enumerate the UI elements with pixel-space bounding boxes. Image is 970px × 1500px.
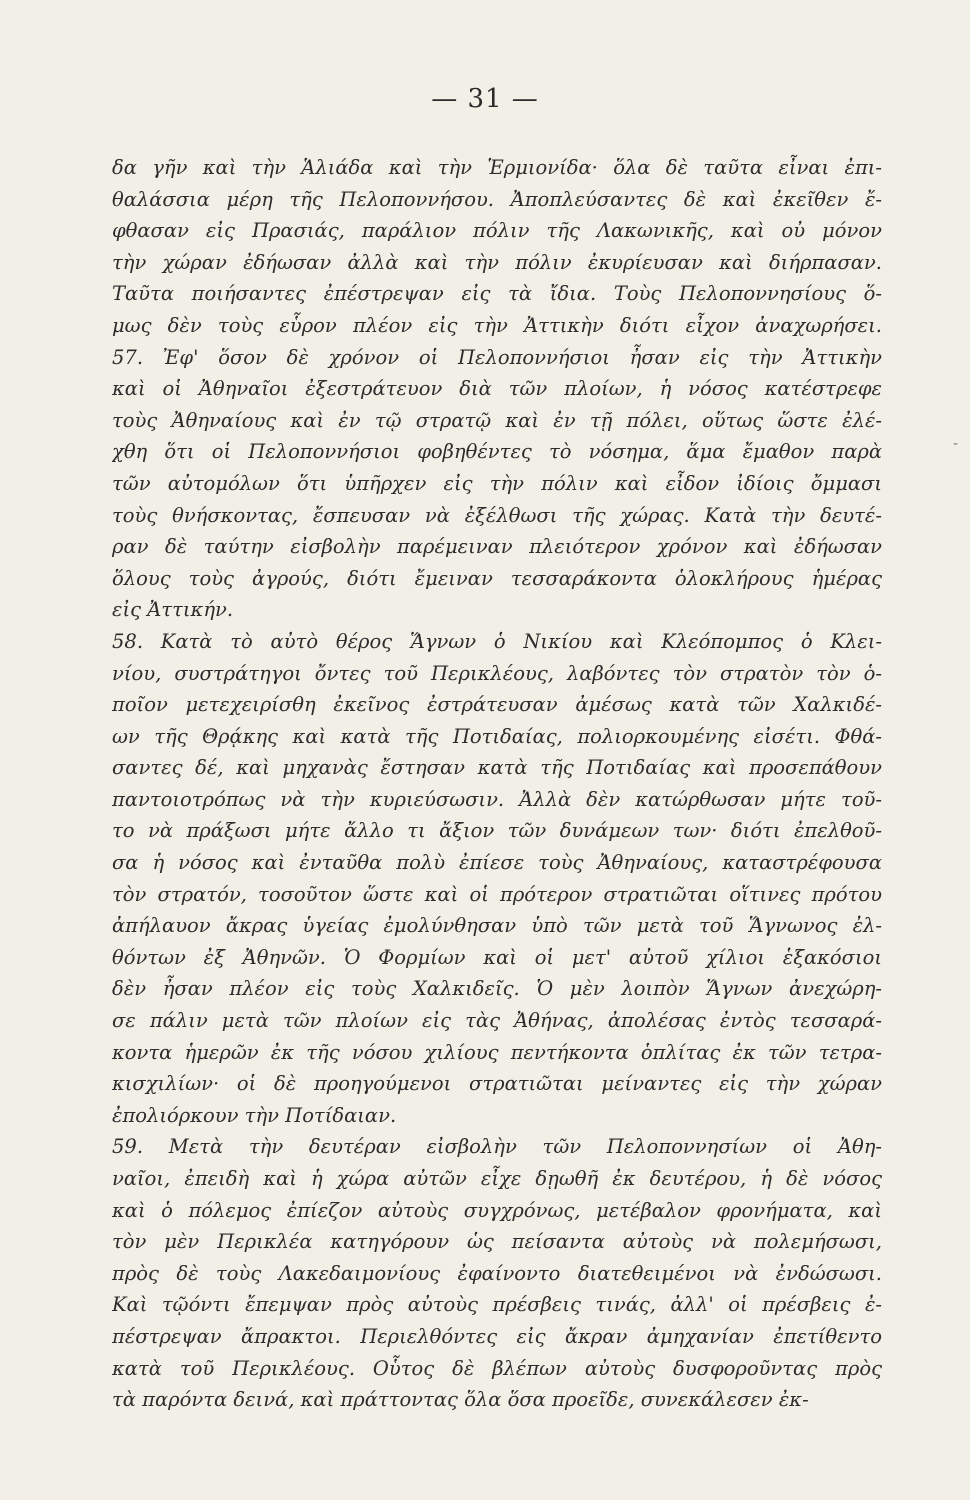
text-line: καὶ ὁ πόλεμος ἐπίεζον αὐτοὺς συγχρόνως, μετέβαλον φρονήματα, καὶ bbox=[112, 1198, 882, 1222]
text-line: κοντα ἡμερῶν ἐκ τῆς νόσου χιλίους πεντήκοντα ὁπλίτας ἐκ τῶν τετρα- bbox=[112, 1040, 882, 1064]
text-line: τῶν αὐτομόλων ὅτι ὑπῆρχεν εἰς τὴν πόλιν καὶ εἶδον ἰδίοις ὄμμασι bbox=[112, 471, 882, 495]
text-line: δὲν ἦσαν πλέον εἰς τοὺς Χαλκιδεῖς. Ὁ μὲν λοιπὸν Ἅγνων ἀνεχώρη- bbox=[112, 977, 882, 1001]
text-line: κισχιλίων· οἱ δὲ προηγούμενοι στρατιῶται μείναντες εἰς τὴν χώραν bbox=[112, 1072, 882, 1096]
text-line: σε πάλιν μετὰ τῶν πλοίων εἰς τὰς Ἀθήνας, ἀπολέσας ἐντὸς τεσσαρά- bbox=[112, 1009, 882, 1033]
text-line: εἰς Ἀττικήν. bbox=[112, 598, 234, 622]
text-line: νίου, συστράτηγοι ὄντες τοῦ Περικλέους, λαβόντες τὸν στρατὸν τὸν ὁ- bbox=[112, 661, 882, 685]
text-line: Ταῦτα ποιήσαντες ἐπέστρεψαν εἰς τὰ ἴδια. Τοὺς Πελοποννησίους ὅ- bbox=[112, 282, 882, 306]
text-line: δα γῆν καὶ τὴν Ἁλιάδα καὶ τὴν Ἑρμιονίδα· ὅλα δὲ ταῦτα εἶναι ἐπι- bbox=[112, 156, 882, 179]
text-line: καὶ οἱ Ἀθηναῖοι ἐξεστράτευον διὰ τῶν πλοίων, ἡ νόσος κατέστρεφε bbox=[112, 377, 882, 401]
text-line: ναῖοι, ἐπειδὴ καὶ ἡ χώρα αὐτῶν εἶχε δῃωθῆ ἐκ δευτέρου, ἡ δὲ νόσος bbox=[112, 1167, 882, 1190]
text-line: χθη ὅτι οἱ Πελοποννήσιοι φοβηθέντες τὸ νόσημα, ἅμα ἔμαθον παρὰ bbox=[112, 440, 882, 464]
text-line: 57. Ἐφ' ὅσον δὲ χρόνον οἱ Πελοποννήσιοι ἦσαν εἰς τὴν Ἀττικὴν bbox=[112, 345, 882, 369]
text-line: ων τῆς Θρᾴκης καὶ κατὰ τῆς Ποτιδαίας, πολιορκουμένης εἰσέτι. Φθά- bbox=[112, 724, 882, 748]
text-line: ἐπολιόρκουν τὴν Ποτίδαιαν. bbox=[112, 1103, 397, 1127]
text-line: 58. Κατὰ τὸ αὐτὸ θέρος Ἅγνων ὁ Νικίου καὶ Κλεόπομπος ὁ Κλει- bbox=[112, 629, 882, 653]
text-line: κατὰ τοῦ Περικλέους. Οὗτος δὲ βλέπων αὐτοὺς δυσφοροῦντας πρὸς bbox=[112, 1356, 882, 1380]
text-line: παντοιοτρόπως νὰ τὴν κυριεύσωσιν. Ἀλλὰ δὲν κατώρθωσαν μήτε τοῦ- bbox=[112, 787, 882, 811]
text-line: θόντων ἐξ Ἀθηνῶν. Ὁ Φορμίων καὶ οἱ μετ' αὐτοῦ χίλιοι ἑξακόσιοι bbox=[112, 945, 882, 969]
text-line: σαντες δέ, καὶ μηχανὰς ἔστησαν κατὰ τῆς Ποτιδαίας καὶ προσεπάθουν bbox=[112, 756, 882, 780]
text-line: Καὶ τῷόντι ἔπεμψαν πρὸς αὐτοὺς πρέσβεις τινάς, ἀλλ' οἱ πρέσβεις ἐ- bbox=[112, 1293, 882, 1317]
text-line: 59. Μετὰ τὴν δευτέραν εἰσβολὴν τῶν Πελοποννησίων οἱ Ἀθη- bbox=[112, 1135, 882, 1159]
text-line: τὴν χώραν ἐδήωσαν ἀλλὰ καὶ τὴν πόλιν ἐκυρίευσαν καὶ διήρπασαν. bbox=[112, 250, 882, 274]
text-line: σα ἡ νόσος καὶ ἐνταῦθα πολὺ ἐπίεσε τοὺς Ἀθηναίους, καταστρέφουσα bbox=[112, 851, 882, 875]
text-line: τὸν μὲν Περικλέα κατηγόρουν ὡς πείσαντα αὐτοὺς νὰ πολεμήσωσι, bbox=[112, 1230, 882, 1254]
text-line: πρὸς δὲ τοὺς Λακεδαιμονίους ἐφαίνοντο διατεθειμένοι νὰ ἐνδώσωσι. bbox=[112, 1261, 882, 1285]
margin-mark: - bbox=[953, 436, 959, 452]
text-line: ἀπήλαυον ἄκρας ὑγείας ἐμολύνθησαν ὑπὸ τῶν μετὰ τοῦ Ἅγνωνος ἐλ- bbox=[112, 914, 882, 938]
text-line: πέστρεψαν ἄπρακτοι. Περιελθόντες εἰς ἄκραν ἀμηχανίαν ἐπετίθεντο bbox=[112, 1324, 882, 1348]
text-line: μως δὲν τοὺς εὗρον πλέον εἰς τὴν Ἀττικὴν διότι εἶχον ἀναχωρήσει. bbox=[112, 313, 882, 337]
text-line: θαλάσσια μέρη τῆς Πελοποννήσου. Ἀποπλεύσαντες δὲ καὶ ἐκεῖθεν ἔ- bbox=[112, 187, 882, 211]
text-line: τοὺς θνήσκοντας, ἔσπευσαν νὰ ἐξέλθωσι τῆς χώρας. Κατὰ τὴν δευτέ- bbox=[112, 503, 882, 527]
text-line: φθασαν εἰς Πρασιάς, παράλιον πόλιν τῆς Λακωνικῆς, καὶ οὐ μόνον bbox=[112, 219, 882, 243]
text-line: τὸν στρατόν, τοσοῦτον ὥστε καὶ οἱ πρότερον στρατιῶται οἵτινες πρότου bbox=[112, 882, 882, 906]
text-line: ποῖον μετεχειρίσθη ἐκεῖνος ἐστράτευσαν ἀμέσως κατὰ τῶν Χαλκιδέ- bbox=[112, 693, 882, 717]
body-text bbox=[112, 152, 882, 1416]
text-line: τὰ παρόντα δεινά, καὶ πράττοντας ὅλα ὅσα προεῖδε, συνεκάλεσεν ἐκ- bbox=[112, 1388, 809, 1412]
text-line: τοὺς Ἀθηναίους καὶ ἐν τῷ στρατῷ καὶ ἐν τῇ πόλει, οὕτως ὥστε ἐλέ- bbox=[112, 408, 882, 432]
text-line: ὅλους τοὺς ἀγρούς, διότι ἔμειναν τεσσαράκοντα ὁλοκλήρους ἡμέρας bbox=[112, 566, 882, 590]
text-line: το νὰ πράξωσι μήτε ἄλλο τι ἄξιον τῶν δυνάμεων των· διότι ἐπελθοῦ- bbox=[112, 819, 882, 843]
page-number: — 31 — bbox=[431, 84, 539, 114]
text-line: ραν δὲ ταύτην εἰσβολὴν παρέμειναν πλειότερον χρόνον καὶ ἐδήωσαν bbox=[112, 535, 882, 559]
